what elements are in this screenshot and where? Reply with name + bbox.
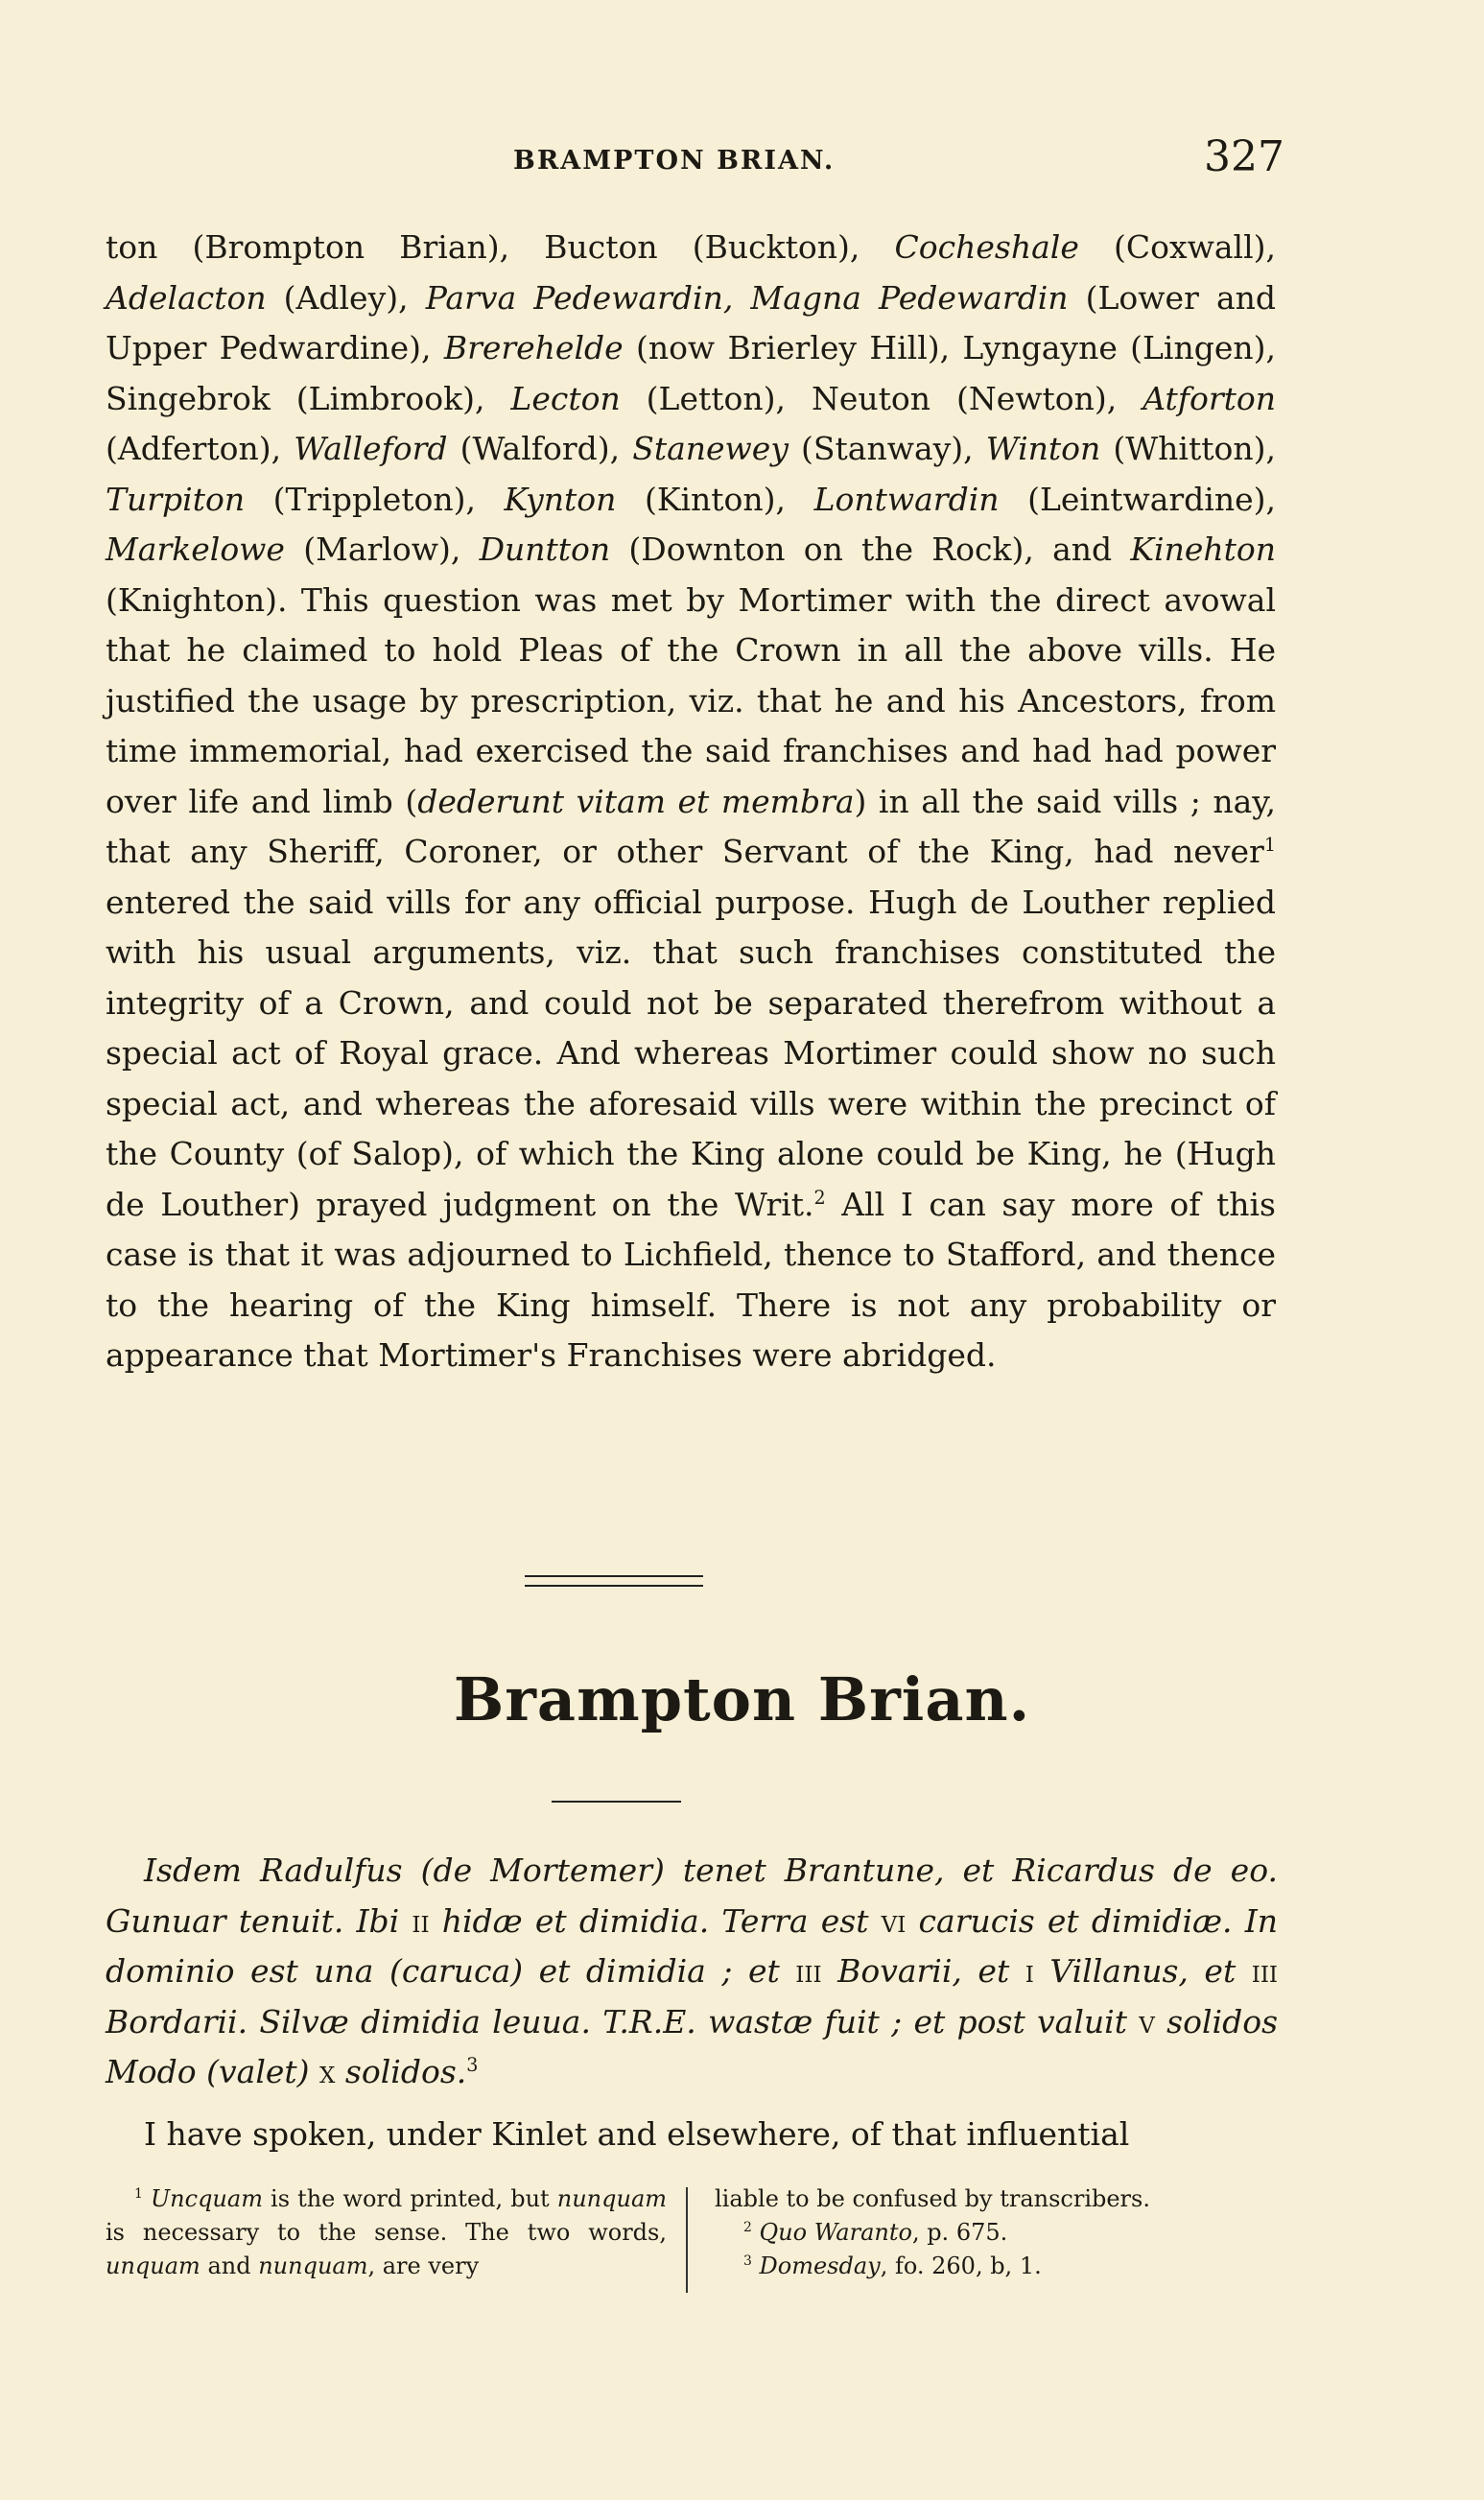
text-run: All I can say more of this case is that it was adjourned to Lichfield, thence to Stafford, and thence to the hearing of the King himself. There is not any probability or appearance that Mortimer's Franchises were abridged.: [106, 1185, 1276, 1374]
place-name: Brerehelde: [443, 329, 624, 366]
roman-numeral: iii: [1251, 1952, 1278, 1990]
place-name: Kinehton: [1130, 531, 1276, 568]
text-run: (Downton on the Rock), and: [610, 531, 1131, 568]
source-title: Domesday: [759, 2252, 881, 2279]
running-head: BRAMPTON BRIAN.: [513, 146, 836, 176]
roman-numeral: v: [1139, 2002, 1155, 2040]
place-name: Lecton: [510, 379, 621, 417]
place-name: Lontwardin: [813, 480, 1000, 518]
roman-numeral: iii: [795, 1952, 822, 1990]
text-run: is necessary to the sense. The two words,: [106, 2219, 667, 2246]
footnote-ref-1: 1: [1263, 834, 1276, 856]
latin-word: unquam: [106, 2252, 200, 2279]
roman-numeral: vi: [881, 1901, 907, 1940]
text-run: , p. 675.: [911, 2219, 1008, 2246]
latin-phrase: dederunt vitam et membra: [417, 782, 855, 820]
place-name: Markelowe: [106, 531, 285, 568]
text-run: (Marlow),: [284, 531, 480, 568]
text-run: is the word printed, but: [262, 2185, 557, 2212]
text-run: (Walford),: [447, 430, 633, 467]
source-title: Quo Waranto: [759, 2219, 912, 2246]
latin-run: Bordarii. Silvæ dimidia leuua. T.R.E. wastæ fuit ; et post valuit: [106, 2002, 1140, 2040]
latin-run: Bovarii, et: [821, 1952, 1025, 1990]
text-run: (Lower and Upper Pedwardine),: [106, 278, 1276, 366]
text-run: (Leintwardine),: [999, 480, 1277, 518]
main-paragraph: [106, 223, 1276, 1381]
place-name: Duntton: [479, 531, 611, 568]
domesday-extract: [106, 1846, 1278, 2098]
latin-run: Isdem Radulfus (de Mortemer) tenet Brantune, et Ricardus de eo. Gunuar tenuit. Ibi: [106, 1851, 1278, 1940]
text-run: ) in all the said vills ; nay, that any Sheriff, Coroner, or other Servant of the King, had never: [106, 782, 1277, 870]
text-run: entered the said vills for any official purpose. Hugh de Louther replied with his usual arguments, viz. that such franchises constituted the integrity of a Crown, and could not be separated therefrom without a special act of Royal grace. And whereas Mortimer could show no such special act, and whereas the aforesaid vills were within the precinct of the County (of Salop), of which the King alone could be King, he (Hugh de Louther) prayed judgment on the Writ.: [106, 883, 1276, 1223]
text-run: (now Brierley Hill), Lyngayne (Lingen), Singebrok (Limbrook),: [106, 329, 1276, 417]
text-run: and: [200, 2252, 259, 2279]
paragraph-text: I have spoken, under Kinlet and elsewhere, of that influential: [144, 2115, 1130, 2153]
place-name: Winton: [985, 430, 1101, 467]
place-name: Turpiton: [106, 480, 246, 518]
place-name: Stanewey: [632, 430, 789, 467]
text-run: (Whitton),: [1100, 430, 1276, 467]
text-run: (Trippleton),: [245, 480, 505, 518]
roman-numeral: i: [1025, 1952, 1034, 1990]
text-run: (Knighton). This question was met by Mortimer with the direct avowal that he claimed to hold Pleas of the Crown in all the above vills. He justified the usage by prescription, viz. that he and his Ancestors, from time immemorial, had exercised the said franchises and had had power over life and limb (: [106, 580, 1276, 820]
latin-run: Villanus, et: [1033, 1952, 1252, 1990]
page-number: 327: [1204, 132, 1284, 181]
section-divider-double-rule: [525, 1575, 703, 1587]
place-name: Walleford: [294, 430, 448, 467]
footnote-1: [106, 2182, 667, 2283]
latin-run: solidos.: [335, 2053, 467, 2090]
latin-word: Uncquam: [150, 2185, 263, 2212]
text-run: , are very: [367, 2252, 480, 2279]
place-name: Parva Pedewardin, Magna Pedewardin: [425, 278, 1069, 317]
roman-numeral: x: [319, 2053, 336, 2090]
text-run: (Letton), Neuton (Newton),: [620, 379, 1143, 417]
footnote-ref-3: 3: [466, 2054, 479, 2076]
text-run: (Adley),: [266, 278, 426, 317]
section-divider-rule: [552, 1801, 681, 1803]
footnote-2: [715, 2216, 1290, 2250]
latin-word: nunquam: [556, 2185, 668, 2212]
latin-word: nunquam: [258, 2252, 368, 2279]
text-run: (Kinton),: [616, 480, 814, 518]
place-name: Adelacton: [106, 278, 267, 317]
footnote-marker: 3: [743, 2253, 752, 2269]
place-name: Kynton: [504, 480, 617, 518]
footnote-column-divider: [686, 2187, 688, 2293]
footnote-ref-2: 2: [813, 1186, 826, 1209]
text-run: , fo. 260, b, 1.: [880, 2252, 1042, 2279]
latin-run: carucis et dimidiæ. In dominio est una (caruca) et dimidia ; et: [106, 1901, 1278, 1990]
footnote-marker: 1: [134, 2186, 143, 2202]
place-name: Cocheshale: [894, 228, 1079, 266]
section-title: Brampton Brian.: [453, 1664, 1031, 1734]
text-run: (Stanway),: [788, 430, 986, 467]
footnote-marker: 2: [743, 2220, 752, 2235]
following-paragraph: [106, 2110, 1278, 2160]
footnote-3: [715, 2250, 1290, 2283]
footnote-column-right: [715, 2182, 1290, 2283]
text-run: (Coxwall),: [1078, 228, 1276, 266]
latin-run: hidæ et dimidia. Terra est: [429, 1901, 882, 1940]
latin-run: solidos Modo (valet): [106, 2002, 1278, 2090]
text-run: (Adferton),: [106, 430, 294, 467]
text-run: ton (Brompton Brian), Bucton (Buckton),: [106, 228, 895, 266]
footnote-column-left: [106, 2182, 667, 2283]
footnote-1-continued: liable to be confused by transcribers.: [715, 2185, 1150, 2212]
place-name: Atforton: [1142, 379, 1276, 417]
roman-numeral: ii: [412, 1901, 430, 1940]
